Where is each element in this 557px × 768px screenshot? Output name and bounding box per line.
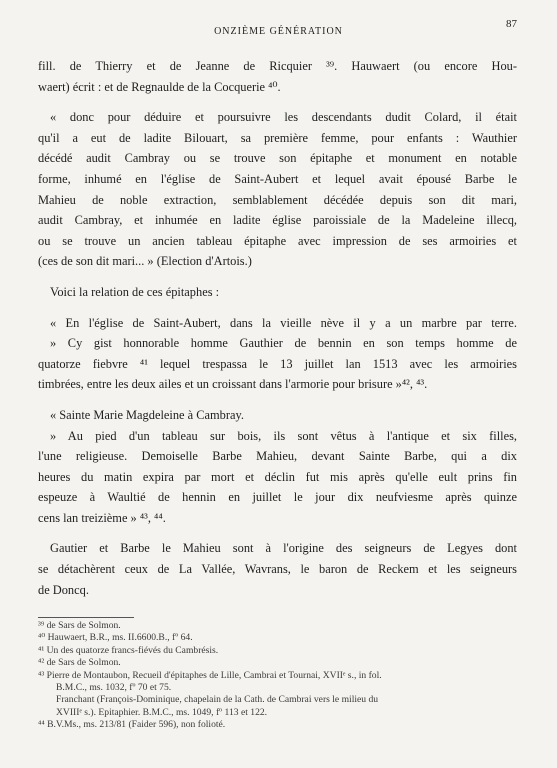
body-text bbox=[38, 56, 517, 600]
body-line: (ces de son dit mari... » (Election d'Artois.) bbox=[38, 254, 252, 269]
body-line: Gautier et Barbe le Mahieu sont à l'origine des seigneurs de Legyes dont bbox=[50, 541, 517, 556]
page-number: 87 bbox=[506, 18, 517, 30]
footnote-line: ⁴¹ Un des quatorze francs-fiévés du Cambrésis. bbox=[38, 644, 219, 656]
paragraph-gap bbox=[38, 528, 517, 538]
footnotes bbox=[38, 620, 517, 732]
body-line: forme, inhumé en l'église de Saint-Aubert et lequel avait épousé Barbe le bbox=[38, 171, 517, 186]
body-line: « donc pour déduire et poursuivre les descendants dudit Colard, il était bbox=[50, 110, 517, 125]
body-line: quatorze fiebvre ⁴¹ lequel trespassa le 13 juillet lan 1513 avec les armoiries bbox=[38, 356, 517, 371]
paragraph-gap bbox=[38, 272, 517, 282]
body-line: audit Cambray, et inhumée en ladite église paroissiale de la Madeleine illecq, bbox=[38, 213, 517, 228]
body-line: » Cy gist honnorable homme Gauthier de bennin en son temps homme de bbox=[50, 336, 517, 351]
body-line: cens lan treizième » ⁴³, ⁴⁴. bbox=[38, 510, 166, 525]
body-line: espeuze à Waultié de hennin en juillet le jour dix neufviesme après quinze bbox=[38, 490, 517, 505]
body-line: l'une religieuse. Demoiselle Barbe Mahieu, devant Sainte Barbe, qui a dix bbox=[38, 449, 517, 464]
paragraph-gap bbox=[38, 97, 517, 107]
body-line: ou se trouve un ancien tableau épitaphe avec impression de ses armoiries et bbox=[38, 233, 517, 248]
footnote-line: ³⁹ de Sars de Solmon. bbox=[38, 620, 121, 631]
body-line: « En l'église de Saint-Aubert, dans la vieille nève il y a un marbre par terre. bbox=[50, 315, 517, 330]
footnote-line: XVIIIᵉ s.). Epitaphier. B.M.C., ms. 1049, fº 113 et 122. bbox=[56, 706, 268, 718]
body-line: de Doncq. bbox=[38, 582, 89, 597]
paragraph-gap bbox=[38, 395, 517, 405]
body-line: Voici la relation de ces épitaphes : bbox=[50, 284, 220, 299]
paragraph-gap bbox=[38, 303, 517, 313]
running-header: ONZIÈME GÉNÉRATION bbox=[214, 26, 343, 37]
footnote-line: ⁴⁴ B.V.Ms., ms. 213/81 (Faider 596), non folioté. bbox=[38, 719, 226, 731]
footnote-line: ⁴⁰ Hauwaert, B.R., ms. II.6600.B., fº 64. bbox=[38, 632, 193, 644]
body-line: fill. de Thierry et de Jeanne de Ricquier ³⁹. Hauwaert (ou encore Hou- bbox=[38, 59, 517, 73]
body-line: heures du matin expira par mort et déclin fut mis après qu'elle eult prins fin bbox=[38, 469, 517, 484]
footnote-line: B.M.C., ms. 1032, fº 70 et 75. bbox=[56, 682, 172, 694]
body-line: se détachèrent ceux de La Vallée, Wavrans, le baron de Reckem et les seigneurs bbox=[38, 562, 517, 577]
body-line: » Au pied d'un tableau sur bois, ils sont vêtus à l'antique et six filles, bbox=[50, 428, 517, 443]
body-line: « Sainte Marie Magdeleine à Cambray. bbox=[50, 407, 244, 422]
body-line: décédé audit Cambray ou se trouve son épitaphe et monument en notable bbox=[38, 151, 517, 166]
footnote-divider bbox=[38, 617, 134, 618]
body-line: waert) écrit : et de Regnaulde de la Cocquerie ⁴⁰. bbox=[38, 79, 281, 94]
body-line: qu'il a eut de ladite Bilouart, sa première femme, pour enfants : Wauthier bbox=[38, 130, 517, 145]
body-line: timbrées, entre les deux ailes et un croissant dans l'armorie pour brisure »⁴², ⁴³. bbox=[38, 377, 428, 392]
footnote-line: ⁴² de Sars de Solmon. bbox=[38, 657, 121, 669]
body-line: Mahieu de noble extraction, semblablement décédée depuis son dit mari, bbox=[38, 192, 517, 207]
footnote-line: Franchant (François-Dominique, chapelain de la Cath. de Cambrai vers le milieu du bbox=[56, 694, 379, 706]
footnote-line: ⁴³ Pierre de Montaubon, Recueil d'épitaphes de Lille, Cambrai et Tournai, XVIIᵉ s., in fol. bbox=[38, 669, 382, 681]
